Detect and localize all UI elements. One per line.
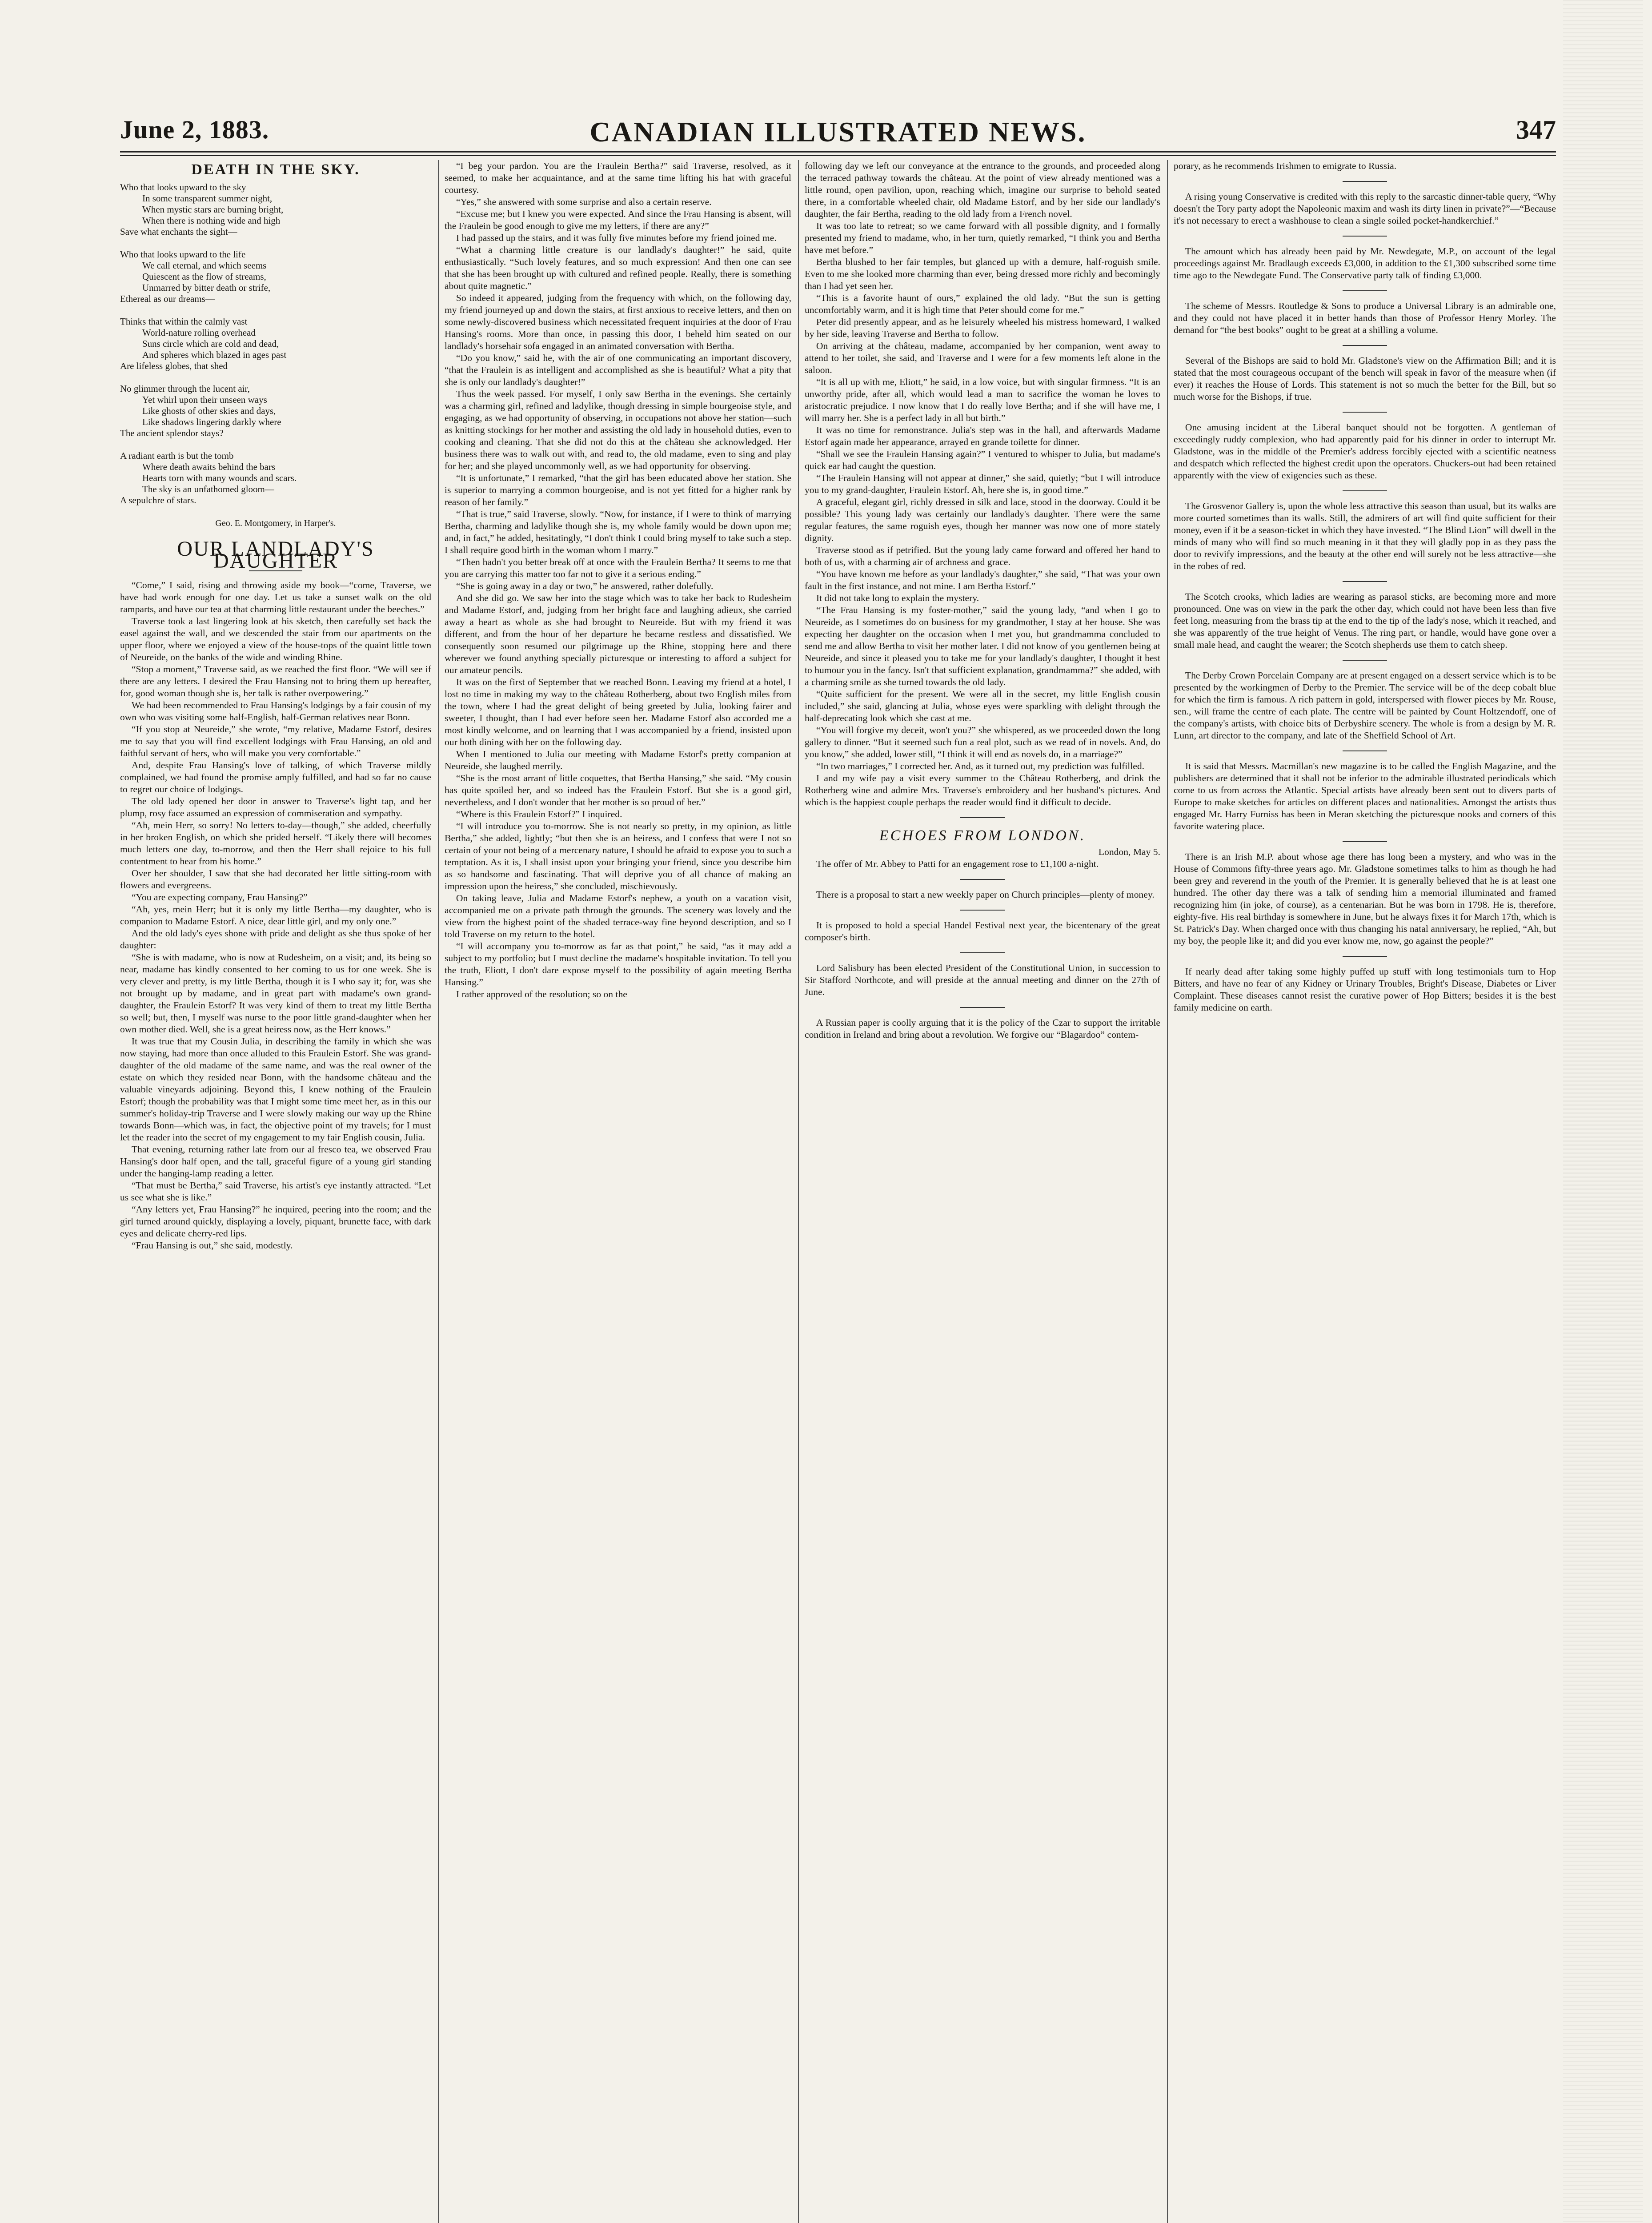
paragraph: “Come,” I said, rising and throwing aside my book—“come, Traverse, we have had work enough for one day. Let us take a sunset walk on the old ramparts, and have our tea at that charming little restaurant under the beeches.” [120, 580, 431, 614]
paragraph: “That is true,” said Traverse, slowly. “Now, for instance, if I were to think of marrying Bertha, charming and ladylike though she is, my whole family would be down upon me; and, in fact,” he added, hesitatingly, “I don't think I could bring myself to take such a step. I shall require good birth in the woman whom I marry.” [445, 509, 791, 555]
paragraph: The old lady opened her door in answer to Traverse's light tap, and her plump, rosy face assumed an expression of commiseration and sympathy. [120, 796, 431, 819]
page-number: 347 [1516, 115, 1556, 144]
poem-line: Unmarred by bitter death or strife, [142, 282, 271, 293]
paragraph: If nearly dead after taking some highly puffed up stuff with long testimonials turn to Hop Bitters, and have no fear of any Kidney or Urinary Troubles, Bright's Disease, Diabetes or Liver Complaint. These diseases cannot resist the curative power of Hop Bitters; besides it is the best family medicine on earth. [1174, 966, 1556, 1013]
poem-line: Are lifeless globes, that shed [120, 361, 228, 371]
poem-stanza [120, 383, 431, 439]
paragraph: “Quite sufficient for the present. We were all in the secret, my little English cousin included,” she said, glancing at Julia, whose eyes were sparkling with delight through the half-deprecating look which she cast at me. [805, 689, 1160, 723]
paragraph: That evening, returning rather late from our al fresco tea, we observed Frau Hansing's door half open, and the tall, graceful figure of a young girl standing under the hanging-lamp reading a letter. [120, 1144, 431, 1179]
paragraph: Thus the week passed. For myself, I only saw Bertha in the evenings. She certainly was a charming girl, refined and ladylike, though dressing in simple bourgeoise style, and engaging, as we had opportunity of observing, in occupations not above her station—such as knitting stockings for her mother and assisting the old lady in household duties, even to cooking and cleaning. That she did not do this at the château she acknowledged. Her business there was to walk out with, and read to, the old madame, even to sing and play for her; and she played uncommonly well, as we had opportunity for observing. [445, 389, 791, 471]
paragraph: It was too late to retreat; so we came forward with all possible dignity, and I formally presented my friend to madame, who, in her turn, quietly remarked, “I think you and Bertha have met before.” [805, 221, 1160, 255]
paragraph: “If you stop at Neureide,” she wrote, “my relative, Madame Estorf, desires me to say that you will find excellent lodgings with Frau Hansing, an old and faithful servant of hers, who will make you very comfortable.” [120, 724, 431, 758]
paragraph: “You are expecting company, Frau Hansing?” [131, 892, 308, 903]
poem-line: When mystic stars are burning bright, [142, 204, 284, 215]
poem-line: Where death awaits behind the bars [142, 461, 276, 472]
poem-body [120, 182, 431, 506]
paragraph: The Grosvenor Gallery is, upon the whole less attractive this season than usual, but its walks are more courted sometimes than its walls. Still, the admirers of art will find quite sufficient for their money, even if it be a season-ticket in which they have invested. “The Blind Lion” will dwell in the minds of many who will find so much meaning in it that they will gladly pop in as they pass the door to revivify impressions, and the beauty at the other end will surely not be less attractive—she in the robes of red. [1174, 501, 1556, 571]
story-text-part-1 [120, 579, 431, 1252]
masthead: CANADIAN ILLUSTRATED NEWS. [589, 116, 1087, 148]
paragraph: So indeed it appeared, judging from the frequency with which, on the following day, my friend journeyed up and down the stairs, at first anxious to receive letters, and then on some newly-discovered business which necessitated frequent inquiries at the door of Frau Hansing's rooms. More than once, in passing this door, I beheld him seated on our landlady's horsehair sofa engaged in an animated conversation with Bertha. [445, 293, 791, 351]
item-rule [1343, 490, 1387, 491]
poem-line: Ethereal as our dreams— [120, 293, 215, 304]
poem-line: We call eternal, and which seems [142, 260, 267, 271]
poem-line: Who that looks upward to the sky [120, 182, 246, 193]
paragraph: “That must be Bertha,” said Traverse, his artist's eye instantly attracted. “Let us see what she is like.” [120, 1180, 431, 1203]
poem-line: And spheres which blazed in ages past [142, 349, 287, 360]
paragraph: Peter did presently appear, and as he leisurely wheeled his mistress homeward, I walked by her side, leaving Traverse and Bertha to follow. [805, 317, 1160, 339]
poem-line: Hearts torn with many wounds and scars. [142, 473, 297, 483]
story-text-part-2 [445, 160, 791, 1000]
paragraph: And she did go. We saw her into the stage which was to take her back to Rudesheim and Madame Estorf, and, judging from her bright face and laughing adieux, she carried away a heart as whole as she had brought to Neureide. But with my friend it was different, and from the hour of her departure he became restless and dissatisfied. We consequently soon resumed our pilgrimage up the Rhine, stopping here and there wherever we found anything specially picturesque or interesting to afford a subject for our amateur pencils. [445, 593, 791, 675]
paragraph: “You will forgive my deceit, won't you?” she whispered, as we proceeded down the long gallery to dinner. “But it seemed such fun a real plot, such as we read of in novels. And, do you know,” she added, lower still, “I think it will end as novels do, in a marriage?” [805, 725, 1160, 759]
paragraph: It was on the first of September that we reached Bonn. Leaving my friend at a hotel, I lost no time in making my way to the château Rotherberg, about two English miles from the town, where I had the great delight of being greeted by Julia, looking fairer and sweeter, I thought, than I had ever before seen her. Madame Estorf also accorded me a most kindly welcome, and on learning that I was accompanied by a friend, insisted upon our both dining with her on the following day. [445, 677, 791, 747]
paragraph: “She is going away in a day or two,” he answered, rather dolefully. [456, 581, 714, 591]
item-rule [960, 1007, 1005, 1008]
poem-line: Like shadows lingering darkly where [142, 417, 281, 427]
echoes-dateline: London, May 5. [1098, 847, 1160, 857]
paragraph: “Shall we see the Fraulein Hansing again?” I ventured to whisper to Julia, but madame's quick ear had caught the question. [805, 449, 1160, 471]
story-text-part-3 [805, 160, 1160, 808]
column-2 [445, 160, 791, 2223]
poem-line: Suns circle which are cold and dead, [142, 338, 279, 349]
paragraph: It was true that my Cousin Julia, in describing the family in which she was now staying, had more than once alluded to this Fraulein Estorf. She was grand-daughter of the old madame of the same name, and was the real owner of the estate on which they resided near Bonn, with the handsome château and the valuable vineyards adjoining. Beyond this, I knew nothing of the Fraulein Estorf; though the probability was that I might some time meet her, as in this our summer's holiday-trip Traverse and I were slowly making our way up the Rhine towards Bonn—which was, in fact, the objective point of my travels; for I must let the reader into the secret of my engagement to my fair English cousin, Julia. [120, 1036, 431, 1143]
item-rule [1343, 290, 1387, 291]
paragraph: I and my wife pay a visit every summer to the Château Rotherberg, and drink the Rotherberg wine and admire Mrs. Traverse's embroidery and her husband's pictures. And which is the happiest couple perhaps the reader would find it difficult to decide. [805, 773, 1160, 807]
paragraph: There is an Irish M.P. about whose age there has long been a mystery, and who was in the House of Commons fifty-three years ago. Mr. Gladstone sometimes talks to him as though he had been grey and reverend in the youth of the Premier. It is generally believed that he is at least one hundred. The other day there was a talk of sending him a memorial illuminated and framed recognizing him (in joke, of course), as a centenarian. But he was born in 1798. He is, therefore, eighty-five. His real birthday is somewhere in June, but he always fixes it for March 17th, which is St. Patrick's Day. When charged once with thus changing his natal anniversary, he replied, “Ah, but my boy, the people like it; and did you ever know me, now, go against the people?” [1174, 851, 1556, 946]
poem-line: Yet whirl upon their unseen ways [142, 394, 267, 405]
paragraph: The Scotch crooks, which ladies are wearing as parasol sticks, are becoming more and more pronounced. One was on view in the park the other day, which could not have been less than five feet long, measuring from the brass tip at the end to the tip of the lady's nose, which it reached, and she was apparently of the true height of Venus. The ring part, or handle, would have gone over a small male head, and caught the wearer; the Scotch shepherds use them to catch sheep. [1174, 591, 1556, 650]
paragraph: “She is the most arrant of little coquettes, that Bertha Hansing,” she said. “My cousin has quite spoiled her, and so indeed has the Fraulein Estorf. But she is a good girl, nevertheless, and I don't wonder that her mother is so proud of her.” [445, 773, 791, 807]
paragraph: A Russian paper is coolly arguing that it is the policy of the Czar to support the irritable condition in Ireland and bring about a revolution. We forgive our “Blagardoo” contem- [805, 1017, 1160, 1040]
paragraph: “I will accompany you to-morrow as far as that point,” he said, “as it may add a subject to my portfolio; but I must decline the madame's hospitable invitation. To tell you the truth, Eliott, I don't dare expose myself to the possibility of again meeting Bertha Hansing.” [445, 941, 791, 987]
item-rule [1343, 750, 1387, 751]
paragraph: “This is a favorite haunt of ours,” explained the old lady. “But the sun is getting uncomfortably warm, and it is high time that Peter should come for me.” [805, 293, 1160, 315]
paragraph: Lord Salisbury has been elected President of the Constitutional Union, in succession to Sir Stafford Northcote, and will preside at the annual meeting and dinner on the 27th of June. [805, 963, 1160, 997]
paragraph: A rising young Conservative is credited with this reply to the sarcastic dinner-table query, “Why doesn't the Tory party adopt the Napoleonic maxim and wash its dirty linen in private?”—“Because it's not necessary to erect a washhouse to clean a single soiled pocket-handkerchief.” [1174, 191, 1556, 226]
paragraph: “I beg your pardon. You are the Fraulein Bertha?” said Traverse, resolved, as it seemed, to make her acquaintance, and at the same time lifting his hat with graceful courtesy. [445, 161, 791, 195]
poem-line: No glimmer through the lucent air, [120, 383, 250, 394]
poem-stanza [120, 249, 431, 305]
paragraph: I had passed up the stairs, and it was fully five minutes before my friend joined me. [456, 233, 777, 243]
echoes-title: ECHOES FROM LONDON. [879, 827, 1086, 844]
item-rule [1343, 956, 1387, 957]
poem-line: In some transparent summer night, [142, 193, 273, 204]
paragraph: “In two marriages,” I corrected her. And, as it turned out, my prediction was fulfilled. [816, 761, 1145, 771]
column-4 [1174, 160, 1556, 2223]
paragraph: “Stop a moment,” Traverse said, as we reached the first floor. “We will see if there are any letters. I desired the Frau Hansing not to bring them up hereafter, for, good woman though she is, her talk is rather overpowering.” [120, 664, 431, 698]
item-rule [1343, 181, 1387, 182]
paragraph: And the old lady's eyes shone with pride and delight as she thus spoke of her daughter: [120, 928, 431, 951]
paragraph: “Excuse me; but I knew you were expected. And since the Frau Hansing is absent, will the Fraulein be good enough to give me my letters, if there are any?” [445, 209, 791, 231]
paragraph: Traverse stood as if petrified. But the young lady came forward and offered her hand to both of us, with a charming air of archness and grace. [805, 545, 1160, 567]
paragraph: “Then hadn't you better break off at once with the Fraulein Bertha? It seems to me that you are carrying this matter too far not to give it a serious ending.” [445, 557, 791, 579]
header-rule [120, 151, 1556, 156]
paragraph: “Ah, yes, mein Herr; but it is only my little Bertha—my daughter, who is companion to Madame Estorf. A nice, dear little girl, and my only one.” [120, 904, 431, 927]
paragraph: It was no time for remonstrance. Julia's step was in the hall, and afterwards Madame Estorf again made her appearance, arrayed en grande toilette for dinner. [805, 425, 1160, 447]
poem-stanza [120, 182, 431, 237]
poem-line: Quiescent as the flow of streams, [142, 271, 266, 282]
paragraph: “Ah, mein Herr, so sorry! No letters to-day—though,” she added, cheerfully in her broken English, on which she prided herself. “Likely there will becomes much letters one day, to-morrow, and then the Herr shall rejoice to his full contentment to hear from his home.” [120, 820, 431, 867]
poem-stanza [120, 316, 431, 372]
item-rule [960, 910, 1005, 911]
item-rule [1343, 412, 1387, 413]
column-3 [805, 160, 1160, 2223]
paragraph: On arriving at the château, madame, accompanied by her companion, went away to attend to her toilet, she said, and Traverse and I were for a few moments left alone in the saloon. [805, 341, 1160, 375]
poem-title: DEATH IN THE SKY. [191, 161, 360, 178]
paragraph: “You have known me before as your landlady's daughter,” she said, “That was your own fault in the first instance, and not mine. I am Bertha Estorf.” [805, 569, 1160, 591]
echoes-items-part-2 [1174, 160, 1556, 1014]
item-rule [1343, 581, 1387, 582]
paragraph: “She is with madame, who is now at Rudesheim, on a visit; and, its being so near, madame has kindly consented to her coming to us for one week. She is very clever and pretty, is my little Bertha, though it is I who say it; for, was she not brought up by madame, and in great part with madame's own grand-daughter, the Fraulein Estorf? It was very kind of them to treat my little Bertha so well; but, then, I myself was nurse to the poor little grand-daughter when her own mother died. Well, she is a great heiress now, as the Herr knows.” [120, 952, 431, 1035]
poem-line: Like ghosts of other skies and days, [142, 405, 276, 416]
poem-stanza [120, 450, 431, 506]
poem-line: Thinks that within the calmly vast [120, 316, 248, 327]
paragraph: It is proposed to hold a special Handel Festival next year, the bicentenary of the great composer's birth. [805, 920, 1160, 943]
paragraph: following day we left our conveyance at the entrance to the grounds, and proceeded along the terraced pathway towards the château. At the point of view already mentioned was a little round, open pavilion, upon, reaching which, imagine our surprise to behold seated there, in a comfortable wheeled chair, old Madame Estorf, and by her side our landlady's daughter, the fair Bertha, reading to the old lady from a French novel. [805, 161, 1160, 219]
poem-line: A radiant earth is but the tomb [120, 450, 234, 461]
paragraph: And, despite Frau Hansing's love of talking, of which Traverse mildly complained, we had found the promise amply fulfilled, and had so far no cause to regret our choice of lodgings. [120, 760, 431, 795]
page-edge-ornament [1563, 0, 1643, 2223]
paragraph: A graceful, elegant girl, richly dressed in silk and lace, stood in the doorway. Could it be possible? This young lady was certainly our landlady's daughter. There were the same regular features, the same roguish eyes, though her manner was now one of more stately dignity. [805, 497, 1160, 543]
item-rule [1343, 841, 1387, 842]
poem-line: When there is nothing wide and high [142, 215, 281, 226]
paragraph: The offer of Mr. Abbey to Patti for an engagement rose to £1,100 a-night. [816, 859, 1099, 869]
column-1 [120, 160, 431, 2223]
paragraph: “Do you know,” said he, with the air of one communicating an important discovery, “that the Fraulein is as intelligent and accomplished as she is beautiful? What a pity that she is only our landlady's daughter!” [445, 353, 791, 387]
paragraph: “The Fraulein Hansing will not appear at dinner,” she said, quietly; “but I will introduce you to my grand-daughter, Fraulein Estorf. Ah, here she is, in good time.” [805, 473, 1160, 495]
paragraph: On taking leave, Julia and Madame Estorf's nephew, a youth on a vacation visit, accompanied me on a private path through the grounds. The scenery was lovely and the view from the highest point of the shaded terrace-way fine beyond description, and so I told Traverse on my return to the hotel. [445, 893, 791, 939]
paragraph: “It is all up with me, Eliott,” he said, in a low voice, but with singular firmness. “It is an unworthy pride, after all, which would lead a man to sacrifice the woman he loves to aristocratic prejudice. I now know that I do really love Bertha; and if she will have me, I will marry her. She is a perfect lady in all but birth.” [805, 377, 1160, 423]
poem-line: The sky is an unfathomed gloom— [142, 484, 274, 494]
paragraph: “The Frau Hansing is my foster-mother,” said the young lady, “and when I go to Neureide, as I sometimes do on business for my grandmother, I stay at her house. She was expecting her daughter on the occasion when I met you, but grandmamma concluded to send me and allow Bertha to visit her mother later. I did not know of you gentlemen being at Neureide, and since it pleased you to take me for your landlady's daughter, I thought it best to humour you in the fancy. Isn't that sufficient explanation, grandmamma?” she added, with a charming smile as she turned towards the old lady. [805, 605, 1160, 687]
paragraph: Over her shoulder, I saw that she had decorated her little sitting-room with flowers and evergreens. [120, 868, 431, 891]
poem-line: Who that looks upward to the life [120, 249, 246, 260]
column-divider [798, 160, 799, 2223]
paragraph: The scheme of Messrs. Routledge & Sons to produce a Universal Library is an admirable one, and they could not have placed it in better hands than those of Professor Henry Morley. The demand for “the best books” ought to be great at a shilling a volume. [1174, 301, 1556, 335]
story-title: OUR LANDLADY'S DAUGHTER [177, 537, 374, 573]
item-rule [1343, 660, 1387, 661]
item-rule [960, 879, 1005, 880]
paragraph: It did not take long to explain the mystery. [816, 593, 979, 603]
item-rule [960, 952, 1005, 953]
column-divider [1167, 160, 1168, 2223]
poem-credit: Geo. E. Montgomery, in Harper's. [215, 518, 336, 528]
paragraph: It is said that Messrs. Macmillan's new magazine is to be called the English Magazine, and the publishers are determined that it shall not be inferior to the admirable illustrated periodicals which come to us from across the Atlantic. Special artists have already been sent out to divers parts of Europe to make sketches for articles on different places and nationalities. Amongst the artists thus engaged Mr. Harry Furniss has been in Meran sketching the picturesque nooks and corners of this favorite watering place. [1174, 761, 1556, 831]
paragraph: I rather approved of the resolution; so on the [456, 989, 627, 999]
paragraph: “What a charming little creature is our landlady's daughter!” he said, quite enthusiastically. “Such lovely features, and so much expression! And then one can see that she has been brought up with cultured and refined people. Really, there is something about quite magnetic.” [445, 245, 791, 291]
paragraph: The amount which has already been paid by Mr. Newdegate, M.P., on account of the legal proceedings against Mr. Bradlaugh exceeds £3,000, in addition to the £1,300 subscribed some time time ago to the Newdegate Fund. The Conservative party talk of finding £3,000. [1174, 246, 1556, 281]
paragraph: “It is unfortunate,” I remarked, “that the girl has been educated above her station. She is superior to marrying a common bourgeoise, and is not yet fitted for a higher rank by reason of her family.” [445, 473, 791, 507]
poem-line: The ancient splendor stays? [120, 428, 224, 438]
section-rule [960, 817, 1005, 818]
item-rule [1343, 345, 1387, 346]
paragraph: “I will introduce you to-morrow. She is not nearly so pretty, in my opinion, as little Bertha,” she added, lightly; “but then she is an heiress, and I confess that were I not so certain of your not being of a mercenary nature, I should be afraid to expose you to such a temptation. As it is, I shall insist upon your bringing your friend, since you describe him as so handsome and fascinating. That will deprive you of all chance of making an impression upon the heiress,” she concluded, mischievously. [445, 821, 791, 891]
item-rule [1343, 236, 1387, 237]
paragraph: We had been recommended to Frau Hansing's lodgings by a fair cousin of my own who was visiting some half-English, half-German relatives near Bonn. [120, 700, 431, 722]
paragraph: “Frau Hansing is out,” she said, modestly. [131, 1240, 293, 1251]
paragraph: “Where is this Fraulein Estorf?” I inquired. [456, 809, 622, 819]
paragraph: Several of the Bishops are said to hold Mr. Gladstone's view on the Affirmation Bill; and it is stated that the most courageous occupant of the bench will speak in favor of the measure when (if ever) it reaches the House of Lords. This statement is not so much the better for the Bill, but so much worse for the Bishops, if true. [1174, 355, 1556, 402]
paragraph: “Any letters yet, Frau Hansing?” he inquired, peering into the room; and the girl turned around quickly, displaying a lovely, piquant, brunette face, with dark eyes and delicate cherry-red lips. [120, 1204, 431, 1239]
paragraph: Bertha blushed to her fair temples, but glanced up with a demure, half-roguish smile. Even to me she looked more charming than ever, being dressed more richly and becomingly than I had yet seen her. [805, 257, 1160, 291]
paragraph: One amusing incident at the Liberal banquet should not be forgotten. A gentleman of exceedingly ruddy complexion, who had apparently paid for his dinner in order to interrupt Mr. Gladstone, was in the middle of the Premier's address forcibly ejected with a scientific neatness and despatch which reflected the highest credit upon the operators. Chuckers-out had been retained apparently with the view of exigencies such as these. [1174, 422, 1556, 481]
column-divider [438, 160, 439, 2223]
poem-line: Save what enchants the sight— [120, 226, 237, 237]
paragraph: “Yes,” she answered with some surprise and also a certain reserve. [456, 197, 712, 207]
paragraph: There is a proposal to start a new weekly paper on Church principles—plenty of money. [816, 889, 1155, 900]
paragraph: Traverse took a last lingering look at his sketch, then carefully set back the easel against the wall, and we descended the stair from our apartments on the upper floor, where we enjoyed a view of the house-tops of the quaint little town of Neureide, on the banks of the wide and winding Rhine. [120, 616, 431, 662]
paragraph: The Derby Crown Porcelain Company are at present engaged on a dessert service which is to be presented by the workingmen of Derby to the Premier. The service will be of the deep cobalt blue for which the firm is famous. A rich pattern in gold, interspersed with flower pieces by Mr. Rouse, sen., will frame the centre of each plate. The centre will be painted by Count Holtzendoff, one of the company's artists, with choice bits of Derbyshire scenery. The whole is from a design by M. R. Lunn, art director to the company, and late of the Sheffield School of Art. [1174, 670, 1556, 741]
paragraph: When I mentioned to Julia our meeting with Madame Estorf's pretty companion at Neureide, she laughed merrily. [445, 749, 791, 771]
paragraph: porary, as he recommends Irishmen to emigrate to Russia. [1174, 161, 1397, 171]
echoes-items-part-1 [805, 858, 1160, 1041]
poem-line: World-nature rolling overhead [142, 327, 256, 338]
issue-date: June 2, 1883. [120, 115, 269, 144]
poem-line: A sepulchre of stars. [120, 495, 196, 506]
